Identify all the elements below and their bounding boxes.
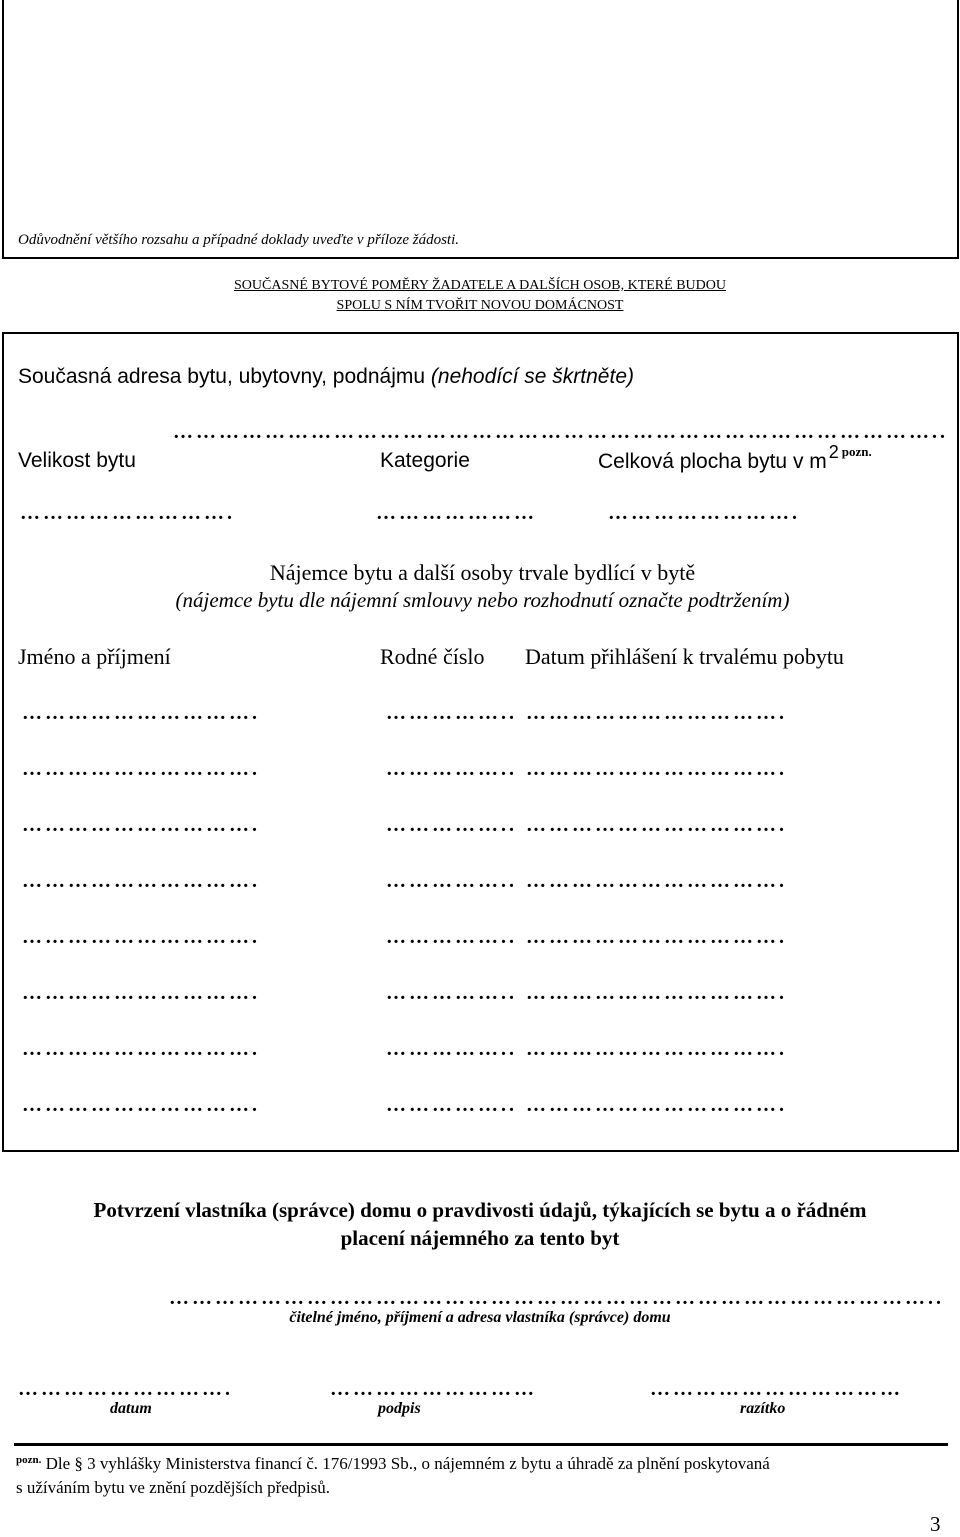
section-heading-line-2: SPOLU S NÍM TVOŘIT NOVOU DOMÁCNOST xyxy=(336,298,624,313)
column-name-label: Jméno a příjmení xyxy=(18,644,171,669)
tenant-date-field[interactable]: ……………………………. xyxy=(526,926,787,948)
tenant-birth-number-field[interactable]: …………….. xyxy=(386,758,517,780)
footnote-text-2: s užíváním bytu ve znění pozdějších předpisů. xyxy=(16,1478,330,1497)
tenant-date-field[interactable]: ……………………………. xyxy=(526,758,787,780)
footnote-divider xyxy=(14,1443,948,1446)
tenant-name-field[interactable]: …………………………. xyxy=(22,1038,260,1060)
tenant-date-field[interactable]: ……………………………. xyxy=(526,1094,787,1116)
column-birth-number-label: Rodné číslo xyxy=(380,644,485,669)
area-label-line xyxy=(598,442,872,474)
category-label: Kategorie xyxy=(380,449,470,472)
tenant-birth-number-field[interactable]: …………….. xyxy=(386,870,517,892)
size-label: Velikost bytu xyxy=(18,449,136,472)
column-registration-date-label: Datum přihlášení k trvalému pobytu xyxy=(525,644,844,669)
tenant-name-field[interactable]: …………………………. xyxy=(22,702,260,724)
tenant-row xyxy=(4,702,960,726)
address-label: Současná adresa bytu, ubytovny, podnájmu xyxy=(18,365,426,388)
tenant-birth-number-field[interactable]: …………….. xyxy=(386,702,517,724)
tenant-row xyxy=(4,870,960,894)
date-field[interactable]: ………………………. xyxy=(18,1378,233,1400)
tenant-name-field[interactable]: …………………………. xyxy=(22,982,260,1004)
tenant-birth-number-field[interactable]: …………….. xyxy=(386,814,517,836)
tenant-date-field[interactable]: ……………………………. xyxy=(526,702,787,724)
tenant-date-field[interactable]: ……………………………. xyxy=(526,870,787,892)
footnote xyxy=(16,1448,946,1500)
confirmation-heading-line-2: placení nájemného za tento byt xyxy=(340,1226,620,1250)
page-number: 3 xyxy=(930,1512,941,1536)
area-exponent: 2 xyxy=(828,442,839,462)
area-note-marker: pozn. xyxy=(841,444,872,459)
section-heading-line-1: SOUČASNÉ BYTOVÉ POMĚRY ŽADATELE A DALŠÍCH OSOB, KTERÉ BUDOU xyxy=(234,278,726,293)
justification-note: Odůvodnění většího rozsahu a případné doklady uveďte v příloze žádosti. xyxy=(18,232,460,248)
tenants-heading: Nájemce bytu a další osoby trvale bydlící v bytě xyxy=(269,560,696,585)
area-label: Celková plocha bytu v m xyxy=(598,450,827,473)
stamp-caption: razítko xyxy=(740,1400,786,1417)
tenant-date-field[interactable]: ……………………………. xyxy=(526,814,787,836)
address-hint: (nehodící se škrtněte) xyxy=(430,365,634,388)
tenant-name-field[interactable]: …………………………. xyxy=(22,1094,260,1116)
tenant-birth-number-field[interactable]: …………….. xyxy=(386,982,517,1004)
owner-name-field[interactable]: ……………………………………………………………………………………….. xyxy=(169,1288,944,1308)
previous-section-frame xyxy=(2,0,959,259)
address-label-line xyxy=(18,365,634,389)
confirmation-heading-line-1: Potvrzení vlastníka (správce) domu o pravdivosti údajů, týkajících se bytu a o řádném xyxy=(93,1198,867,1222)
confirmation-heading xyxy=(0,1196,960,1252)
tenant-name-field[interactable]: …………………………. xyxy=(22,870,260,892)
current-housing-form xyxy=(2,332,959,1152)
address-field[interactable]: ……………………………………………………………………………………….. xyxy=(173,422,948,442)
stamp-field[interactable]: …………………………… xyxy=(650,1378,903,1400)
tenant-row xyxy=(4,1038,960,1062)
tenant-name-field[interactable]: …………………………. xyxy=(22,758,260,780)
tenant-name-field[interactable]: …………………………. xyxy=(22,814,260,836)
tenant-birth-number-field[interactable]: …………….. xyxy=(386,1094,517,1116)
tenant-date-field[interactable]: ……………………………. xyxy=(526,1038,787,1060)
tenant-row xyxy=(4,982,960,1006)
tenant-row xyxy=(4,926,960,950)
size-field[interactable]: ………………………. xyxy=(20,502,235,524)
tenant-date-field[interactable]: ……………………………. xyxy=(526,982,787,1004)
footnote-text-1: Dle § 3 vyhlášky Ministerstva financí č. 176/1993 Sb., o nájemném z bytu a úhradě za plnění poskytovaná xyxy=(45,1454,770,1473)
tenant-name-field[interactable]: …………………………. xyxy=(22,926,260,948)
tenant-row xyxy=(4,1094,960,1118)
tenants-subheading: (nájemce bytu dle nájemní smlouvy nebo rozhodnutí označte podtržením) xyxy=(175,588,790,612)
section-heading xyxy=(0,276,960,316)
owner-name-caption: čitelné jméno, příjmení a adresa vlastníka (správce) domu xyxy=(289,1309,671,1326)
tenant-birth-number-field[interactable]: …………….. xyxy=(386,926,517,948)
signature-caption: podpis xyxy=(378,1400,421,1417)
area-field[interactable]: ……………………. xyxy=(608,502,800,524)
footnote-marker: pozn. xyxy=(16,1454,42,1466)
tenant-row xyxy=(4,758,960,782)
tenant-row xyxy=(4,814,960,838)
footnote-line-1 xyxy=(16,1448,946,1476)
category-field[interactable]: ………………… xyxy=(376,502,537,524)
signature-field[interactable]: ……………………… xyxy=(330,1378,537,1400)
tenant-birth-number-field[interactable]: …………….. xyxy=(386,1038,517,1060)
date-caption: datum xyxy=(110,1400,152,1417)
